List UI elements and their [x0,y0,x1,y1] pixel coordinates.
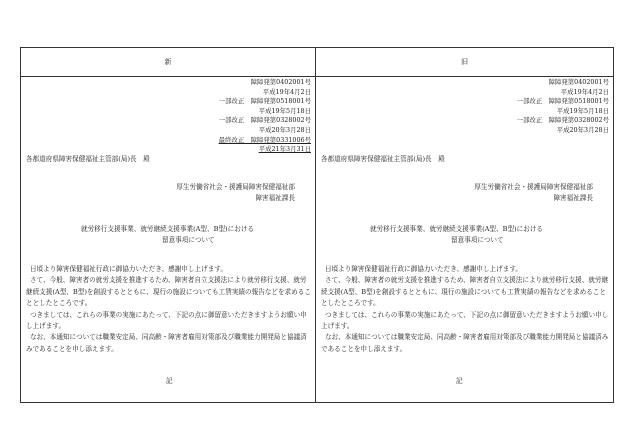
new-paragraph-1: 日頃より障害保健福祉行政に御協力いただき、感謝申し上げます。 [29,265,227,273]
new-subject-line-1: 就労移行支援事業、就労継続支援事業(A型、B型)における [81,225,255,233]
old-subject-line-1: 就労移行支援事業、就労継続支援事業(A型、B型)における [370,225,544,233]
new-amendment-1: 一部改正 障障発第0518001号 [218,97,311,106]
new-column-header: 新 [164,58,172,66]
old-ki-heading: 記 [456,377,463,385]
new-amendment-2: 一部改正 障障発第0328002号 [218,116,311,125]
new-sender [176,182,295,204]
old-ref-number: 障障発第0402001号 [548,78,609,86]
old-paragraph-3: つきましては、これらの事業の実施にあたって、下記の点に御留意いただきますようお願い申し上げます。 [321,310,609,331]
old-column [316,48,613,402]
old-sender-department: 厚生労働省社会・援護局障害保健福祉部 [474,183,593,191]
old-addressee: 各都道府県障害保健福祉主管部(局)長 殿 [321,155,445,163]
comparison-table [20,47,614,403]
old-amendment-1-date: 平成19年5月18日 [556,106,609,115]
new-ref-number: 障障発第0402001号 [250,78,311,86]
new-amendment-1-date: 平成19年5月18日 [258,106,311,115]
new-body [26,264,311,355]
old-reference-block [517,78,609,136]
new-paragraph-2: さて、今般、障害者の就労支援を推進するため、障害者自立支援法により就労移行支援、就労継続支援(A型、B型)を創設するとともに、現行の施設についても工賃実績の報告などを求めることとしたところです。 [26,276,311,308]
new-subject-title [81,224,254,246]
new-sender-department: 厚生労働省社会・援護局障害保健福祉部 [176,183,295,191]
new-sender-title: 障害福祉課長 [255,194,295,202]
new-column [21,48,315,402]
new-final-amendment-date: 平成21年3月31日 [258,145,311,154]
new-reference-block [219,78,311,155]
new-ref-date: 平成19年4月2日 [262,87,311,96]
new-paragraph-4: なお、本通知については職業安定局、同高齢・障害者雇用対策部及び職業能力開発局と協議済みであることを申し添えます。 [26,333,307,353]
old-paragraph-2: さて、今般、障害者の就労支援を推進するため、障害者自立支援法により就労移行支援、就労継続支援(A型、B型)を創設するとともに、現行の施設についても工賃実績の報告などを求めることとしたところです。 [321,276,609,308]
old-amendment-1: 一部改正 障障発第0518001号 [516,97,609,106]
new-subject-line-2: 留意事項について [162,236,215,244]
old-amendment-2: 一部改正 障障発第0328002号 [516,116,609,125]
new-amendment-2-date: 平成20年3月28日 [258,125,311,134]
old-subject-line-2: 留意事項について [451,236,504,244]
new-addressee: 各都道府県障害保健福祉主管部(局)長 殿 [26,155,150,163]
old-column-header: 旧 [461,58,468,66]
old-subject-title [370,224,543,246]
old-paragraph-1: 日頃より障害保健福祉行政に御協力いただき、感謝申し上げます。 [324,265,522,273]
old-paragraph-4: なお、本通知については職業安定局、同高齢・障害者雇用対策部及び職業能力開発局と協議済みであることを申し添えます。 [321,333,609,353]
new-final-amendment: 最終改正 障障発第0331006号 [218,135,311,144]
old-body [321,264,609,355]
new-ki-heading: 記 [166,377,173,385]
new-paragraph-3: つきましては、これらの事業の実施にあたって、下記の点に御留意いただきますようお願い申し上げます。 [26,310,307,331]
old-ref-date: 平成19年4月2日 [560,87,609,96]
old-sender-title: 障害福祉課長 [553,194,593,202]
old-sender [474,182,593,204]
old-amendment-2-date: 平成20年3月28日 [556,125,609,134]
